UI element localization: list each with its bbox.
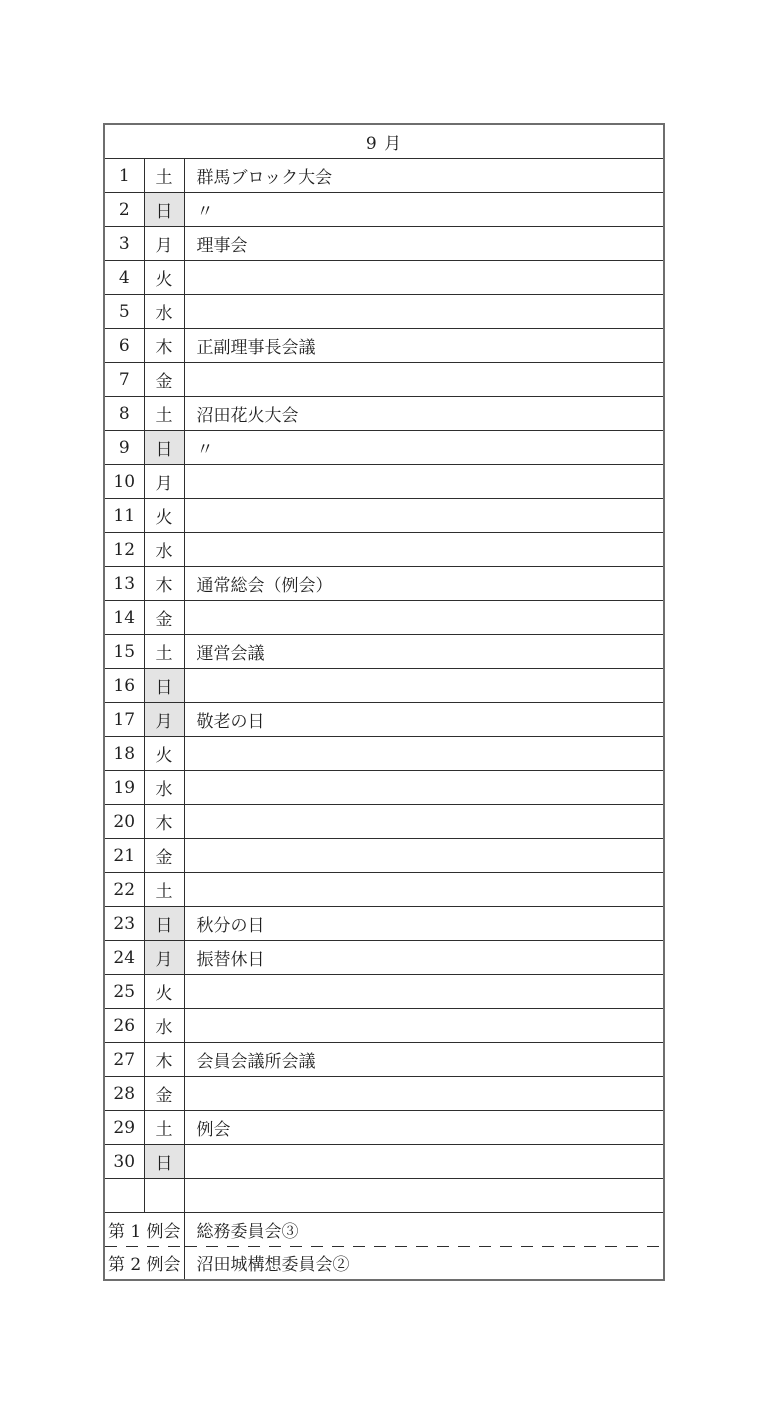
day-event (184, 1009, 664, 1043)
day-of-week: 火 (144, 499, 184, 533)
table-row (104, 635, 664, 669)
day-event (184, 975, 664, 1009)
day-number: 9 (104, 431, 144, 465)
day-number (104, 1179, 144, 1213)
day-number: 13 (104, 567, 144, 601)
day-of-week: 土 (144, 397, 184, 431)
table-row (104, 363, 664, 397)
day-of-week: 木 (144, 329, 184, 363)
day-event: 敬老の日 (184, 703, 664, 737)
day-of-week: 金 (144, 601, 184, 635)
day-number: 11 (104, 499, 144, 533)
month-header-row (104, 124, 664, 159)
table-row (104, 431, 664, 465)
day-of-week: 土 (144, 635, 184, 669)
table-row (104, 703, 664, 737)
day-number: 28 (104, 1077, 144, 1111)
day-number: 10 (104, 465, 144, 499)
day-number: 14 (104, 601, 144, 635)
month-title: 9 月 (104, 124, 664, 159)
day-number: 25 (104, 975, 144, 1009)
table-row (104, 567, 664, 601)
table-row (104, 669, 664, 703)
day-event (184, 737, 664, 771)
day-number: 21 (104, 839, 144, 873)
table-row (104, 159, 664, 193)
table-row (104, 295, 664, 329)
table-row (104, 941, 664, 975)
table-row (104, 805, 664, 839)
day-number: 8 (104, 397, 144, 431)
table-row (104, 1009, 664, 1043)
table-row (104, 1111, 664, 1145)
table-row (104, 601, 664, 635)
day-number: 3 (104, 227, 144, 261)
day-of-week: 火 (144, 737, 184, 771)
day-of-week: 金 (144, 363, 184, 397)
day-of-week: 日 (144, 193, 184, 227)
day-of-week: 金 (144, 1077, 184, 1111)
meeting-2-event: 沼田城構想委員会② (184, 1246, 664, 1280)
table-row (104, 465, 664, 499)
day-number: 1 (104, 159, 144, 193)
table-row (104, 499, 664, 533)
day-event: 例会 (184, 1111, 664, 1145)
day-number: 4 (104, 261, 144, 295)
table-row (104, 261, 664, 295)
day-number: 18 (104, 737, 144, 771)
day-of-week: 月 (144, 703, 184, 737)
table-row (104, 1213, 664, 1247)
day-number: 20 (104, 805, 144, 839)
day-number: 5 (104, 295, 144, 329)
day-of-week: 月 (144, 465, 184, 499)
day-number: 19 (104, 771, 144, 805)
day-of-week: 日 (144, 907, 184, 941)
day-of-week: 日 (144, 669, 184, 703)
day-of-week: 火 (144, 261, 184, 295)
day-event (184, 1179, 664, 1213)
day-of-week: 土 (144, 1111, 184, 1145)
day-event: 会員会議所会議 (184, 1043, 664, 1077)
table-row (104, 975, 664, 1009)
table-row (104, 1077, 664, 1111)
day-number: 2 (104, 193, 144, 227)
day-number: 17 (104, 703, 144, 737)
day-of-week: 日 (144, 1145, 184, 1179)
day-event (184, 363, 664, 397)
table-row (104, 397, 664, 431)
day-event (184, 805, 664, 839)
day-of-week: 木 (144, 567, 184, 601)
day-number: 29 (104, 1111, 144, 1145)
day-of-week: 火 (144, 975, 184, 1009)
day-number: 30 (104, 1145, 144, 1179)
september-schedule-table (103, 123, 665, 1281)
table-row (104, 907, 664, 941)
day-event (184, 499, 664, 533)
day-event: 振替休日 (184, 941, 664, 975)
day-number: 6 (104, 329, 144, 363)
table-row (104, 771, 664, 805)
day-of-week: 土 (144, 159, 184, 193)
table-row (104, 1246, 664, 1280)
day-number: 12 (104, 533, 144, 567)
table-row (104, 839, 664, 873)
day-of-week: 水 (144, 771, 184, 805)
day-number: 7 (104, 363, 144, 397)
day-of-week: 金 (144, 839, 184, 873)
day-event: 沼田花火大会 (184, 397, 664, 431)
day-event (184, 533, 664, 567)
day-event: 理事会 (184, 227, 664, 261)
day-of-week: 水 (144, 295, 184, 329)
day-event (184, 771, 664, 805)
table-row (104, 1145, 664, 1179)
day-event (184, 1077, 664, 1111)
day-event (184, 873, 664, 907)
table-row (104, 1043, 664, 1077)
day-event (184, 839, 664, 873)
table-row (104, 193, 664, 227)
day-event: 秋分の日 (184, 907, 664, 941)
meeting-1-event: 総務委員会③ (184, 1213, 664, 1247)
day-of-week: 月 (144, 941, 184, 975)
table-row (104, 737, 664, 771)
day-of-week: 木 (144, 805, 184, 839)
table-row (104, 1179, 664, 1213)
day-of-week (144, 1179, 184, 1213)
meeting-1-label: 第 1 例会 (104, 1213, 184, 1247)
day-number: 22 (104, 873, 144, 907)
calendar-page (103, 123, 665, 1281)
day-of-week: 水 (144, 1009, 184, 1043)
day-of-week: 水 (144, 533, 184, 567)
day-number: 16 (104, 669, 144, 703)
table-row (104, 227, 664, 261)
table-row (104, 533, 664, 567)
day-number: 26 (104, 1009, 144, 1043)
day-number: 15 (104, 635, 144, 669)
day-event (184, 465, 664, 499)
day-event: 群馬ブロック大会 (184, 159, 664, 193)
table-row (104, 329, 664, 363)
day-event: 〃 (184, 431, 664, 465)
day-of-week: 土 (144, 873, 184, 907)
day-event (184, 295, 664, 329)
day-event: 運営会議 (184, 635, 664, 669)
day-number: 24 (104, 941, 144, 975)
day-number: 23 (104, 907, 144, 941)
day-event: 〃 (184, 193, 664, 227)
table-row (104, 873, 664, 907)
day-event (184, 1145, 664, 1179)
day-of-week: 木 (144, 1043, 184, 1077)
day-of-week: 日 (144, 431, 184, 465)
day-event: 通常総会（例会） (184, 567, 664, 601)
day-of-week: 月 (144, 227, 184, 261)
day-event: 正副理事長会議 (184, 329, 664, 363)
day-event (184, 261, 664, 295)
meeting-2-label: 第 2 例会 (104, 1246, 184, 1280)
day-event (184, 669, 664, 703)
day-number: 27 (104, 1043, 144, 1077)
day-event (184, 601, 664, 635)
